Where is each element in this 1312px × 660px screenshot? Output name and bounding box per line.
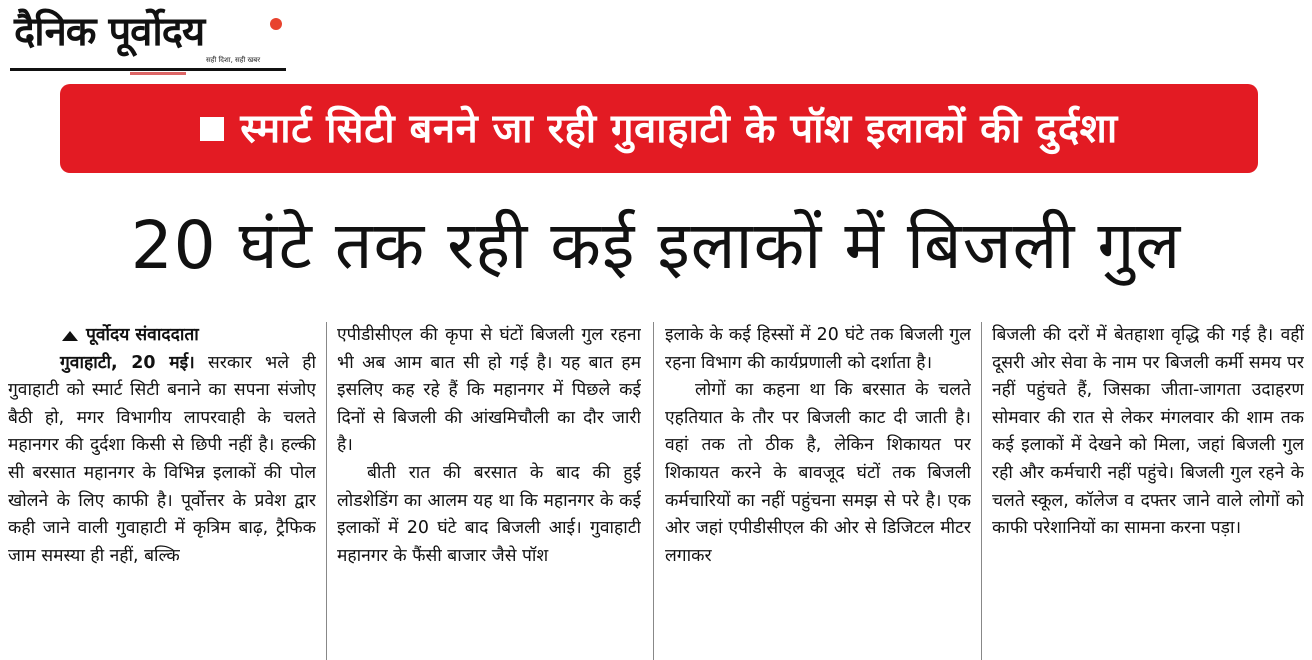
kicker-text: स्मार्ट सिटी बनने जा रही गुवाहाटी के पॉश इलाकों की दुर्दशा xyxy=(240,105,1118,152)
byline: पूर्वोदय संवाददाता xyxy=(86,325,199,345)
byline-row xyxy=(8,322,316,350)
newspaper-name: दैनिक पूर्वोदय xyxy=(14,9,205,55)
lead-text: सरकार भले ही गुवाहाटी को स्मार्ट सिटी बनाने का सपना संजोए बैठी हो, मगर विभागीय लापरवाही के चलते महानगर की दुर्दशा किसी से छिपी नहीं है। हल्की सी बरसात महानगर के विभिन्न इलाकों की पोल खोलने के लिए काफी है। पूर्वोत्तर के प्रवेश द्वार कही जाने वाली गुवाहाटी में कृत्रिम बाढ़, ट्रैफिक जाम समस्या ही नहीं, बल्कि xyxy=(8,352,316,566)
masthead xyxy=(10,6,288,70)
column-divider xyxy=(981,322,982,660)
article-paragraph: इलाके के कई हिस्सों में 20 घंटे तक बिजली गुल रहना विभाग की कार्यप्रणाली को दर्शाता है। xyxy=(665,325,971,373)
article-paragraph: एपीडीसीएल की कृपा से घंटों बिजली गुल रहना भी अब आम बात सी हो गई है। यह बात हम इसलिए कह रहे हैं कि महानगर में पिछले कई दिनों से बिजली की आंखमिचौली का दौर जारी है। xyxy=(337,325,641,456)
column-divider xyxy=(326,322,327,660)
kicker-banner xyxy=(60,84,1258,173)
masthead-accent-bar xyxy=(130,72,186,75)
article-column-1 xyxy=(8,322,316,660)
article-paragraph xyxy=(8,350,316,571)
article-paragraph: बिजली की दरों में बेतहाशा वृद्धि की गई है। वहीं दूसरी ओर सेवा के नाम पर बिजली कर्मी समय पर नहीं पहुंचते हैं, जिसका जीता-जागता उदाहरण सोमवार की रात से लेकर मंगलवार की शाम तक कई इलाकों में देखने को मिला, जहां बिजली गुल रही और कर्मचारी नहीं पहुंचे। बिजली गुल रहने के चलते स्कूल, कॉलेज व दफ्तर जाने वाले लोगों को काफी परेशानियों का सामना करना पड़ा। xyxy=(992,325,1304,539)
column-divider xyxy=(653,322,654,660)
article-paragraph: बीती रात की बरसात के बाद की हुई लोडशेडिंग का आलम यह था कि महानगर के कई इलाकों में 20 घंटे बाद बिजली आई। गुवाहाटी महानगर के फैंसी बाजार जैसे पॉश xyxy=(337,462,641,566)
article-column-3 xyxy=(665,322,971,660)
square-bullet-icon xyxy=(200,117,224,141)
masthead-tagline: सही दिशा, सही खबर xyxy=(206,56,261,64)
dateline: गुवाहाटी, 20 मई। xyxy=(60,352,195,373)
masthead-dot-icon xyxy=(270,18,282,30)
article-paragraph: लोगों का कहना था कि बरसात के चलते एहतियात के तौर पर बिजली काट दी जाती है। वहां तक तो ठीक है, लेकिन शिकायत पर शिकायत करने के बावजूद घंटों तक बिजली कर्मचारियों का नहीं पहुंचना समझ से परे है। एक ओर जहां एपीडीसीएल की ओर से डिजिटल मीटर लगाकर xyxy=(665,380,971,566)
triangle-icon xyxy=(62,331,78,341)
article-column-2 xyxy=(337,322,641,660)
masthead-rule xyxy=(10,68,286,71)
article-column-4 xyxy=(992,322,1304,660)
headline: 20 घंटे तक रही कई इलाकों में बिजली गुल xyxy=(130,207,1182,284)
